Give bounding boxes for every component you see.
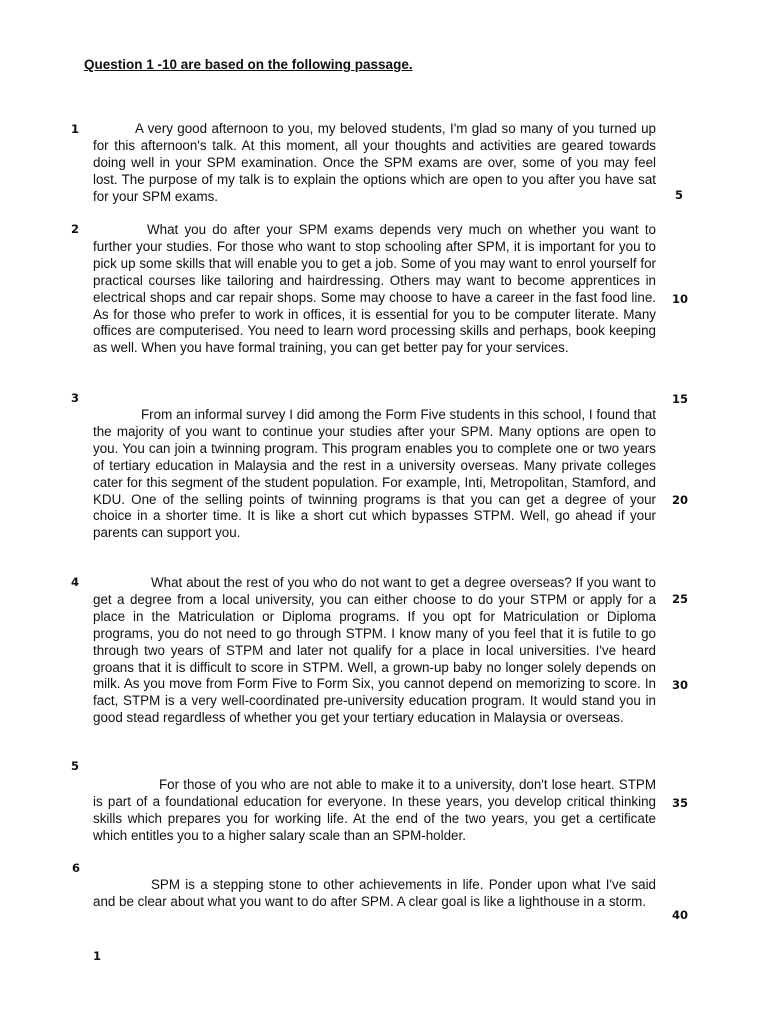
paragraph-1-text: A very good afternoon to you, my beloved students, I'm glad so many of you turned up for this afternoon's talk. At this moment, all your thoughts and activities are geared towards doing well in your SPM examination. Once the SPM exams are over, some of you may feel lost. The purpose of my talk is to explain the options which are open to you after you have sat for your SPM exams. <box>93 121 656 204</box>
line-number-25: 25 <box>672 592 689 606</box>
paragraph-5-text: For those of you who are not able to make it to a university, don't lose heart. STPM is part of a foundational education for everyone. In these years, you develop critical thinking skills which prepares you for working life. At the end of the two years, you get a certificate which entitles you to a higher salary scale than an SPM-holder. <box>93 777 656 843</box>
passage-heading: Question 1 -10 are based on the following passage. <box>84 57 413 72</box>
paragraph-number-3: 3 <box>71 391 80 405</box>
line-number-20: 20 <box>672 493 689 507</box>
paragraph-2-text: What you do after your SPM exams depends very much on whether you want to further your studies. For those who want to stop schooling after SPM, it is important for you to pick up some skills that will enable you to get a job. Some of you may want to enrol yourself for practical courses like tailoring and hairdressing. Others may want to become apprentices in electrical shops and car repair shops. Some may choose to have a career in the fast food line. As for those who prefer to work in offices, it is essential for you to be computer literate. Many offices are computerised. You need to learn word processing skills and perhaps, book keeping as well. When you have formal training, you can get better pay for your services. <box>93 222 656 356</box>
paragraph-4-text: What about the rest of you who do not want to get a degree overseas? If you want to get a degree from a local university, you can either choose to do your STPM or apply for a place in the Matriculation or Diploma programs. If you opt for Matriculation or Diploma programs, you do not need to go through STPM. I know many of you feel that it is futile to go through two years of STPM and later not qualify for a place in local universities. I've heard groans that it is difficult to score in STPM. Well, a grown-up baby no longer solely depends on milk. As you move from Form Five to Form Six, you cannot depend on memorizing to score. In fact, STPM is a very well-coordinated pre-university education program. It would stand you in good stead regardless of whether you get your tertiary education in Malaysia or overseas. <box>93 575 656 726</box>
line-number-5: 5 <box>675 188 684 202</box>
paragraph-6-text: SPM is a stepping stone to other achievements in life. Ponder upon what I've said and be clear about what you want to do after SPM. A clear goal is like a lighthouse in a storm. <box>93 877 656 909</box>
paragraph-1 <box>93 121 656 206</box>
paragraph-2 <box>93 222 656 357</box>
paragraph-number-5: 5 <box>71 759 80 773</box>
paragraph-number-6: 6 <box>72 861 81 875</box>
line-number-10: 10 <box>672 292 689 306</box>
paragraph-6 <box>93 877 656 911</box>
paragraph-4 <box>93 575 656 727</box>
paragraph-3 <box>93 407 656 542</box>
paragraph-number-1: 1 <box>71 122 80 136</box>
line-number-15: 15 <box>672 392 689 406</box>
line-number-35: 35 <box>672 796 689 810</box>
line-number-40: 40 <box>672 908 689 922</box>
page-number: 1 <box>93 949 102 963</box>
paragraph-number-2: 2 <box>71 222 80 236</box>
paragraph-5 <box>93 777 656 845</box>
line-number-30: 30 <box>672 678 689 692</box>
paragraph-number-4: 4 <box>71 575 80 589</box>
paragraph-3-text: From an informal survey I did among the Form Five students in this school, I found that the majority of you want to continue your studies after your SPM. Many options are open to you. You can join a twinning program. This program enables you to complete one or two years of tertiary education in Malaysia and the rest in a university overseas. Many private colleges cater for this segment of the student population. For example, Inti, Metropolitan, Stamford, and KDU. One of the selling points of twinning programs is that you can get a degree of your choice in a shorter time. It is like a short cut which bypasses STPM. Well, go ahead if your parents can support you. <box>93 407 656 541</box>
